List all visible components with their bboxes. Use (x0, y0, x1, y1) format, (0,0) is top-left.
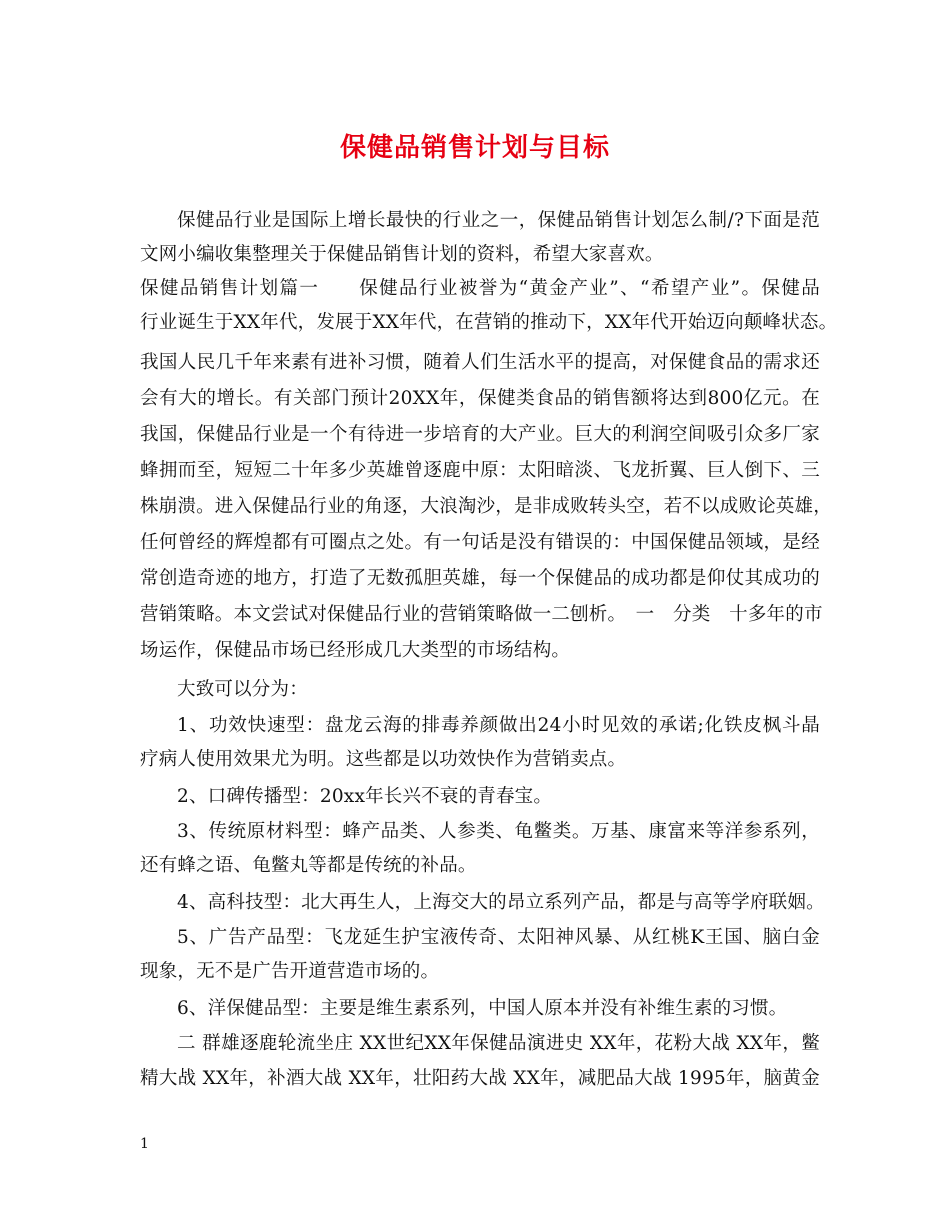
text-line: 文网小编收集整理关于保健品销售计划的资料，希望大家喜欢。 (140, 244, 664, 265)
text-line: 我国人民几千年来素有进补习惯，随着人们生活水平的提高，对保健食品的需求还 (140, 352, 820, 373)
text-line: 1、功效快速型：盘龙云海的排毒养颜做出24小时见效的承诺;化铁皮枫斗晶 (177, 715, 820, 736)
document-title: 保健品销售计划与目标 (339, 133, 610, 163)
text-line: 2、口碑传播型：20xx年长兴不衰的青春宝。 (177, 786, 553, 807)
text-line: 行业诞生于XX年代，发展于XX年代，在营销的推动下，XX年代开始迈向颠峰状态。 (140, 312, 838, 333)
text-line: 还有蜂之语、龟鳖丸等都是传统的补品。 (140, 855, 477, 876)
text-line: 6、洋保健品型：主要是维生素系列，中国人原本并没有补维生素的习惯。 (177, 998, 788, 1019)
text-line: 3、传统原材料型：蜂产品类、人参类、龟鳖类。万基、康富来等洋参系列， (177, 821, 820, 842)
text-line: 会有大的增长。有关部门预计20XX年，保健类食品的销售额将达到800亿元。在 (140, 388, 820, 409)
text-line: 常创造奇迹的地方，打造了无数孤胆英雄，每一个保健品的成功都是仰仗其成功的 (140, 568, 820, 589)
text-line: 保健品销售计划篇一 保健品行业被誉为“黄金产业”、“希望产业”。保健品 (140, 278, 820, 299)
text-line: 疗病人使用效果尤为明。这些都是以功效快作为营销卖点。 (140, 749, 627, 770)
text-line: 我国，保健品行业是一个有待进一步培育的大产业。巨大的利润空间吸引众多厂家 (140, 424, 820, 445)
text-line: 4、高科技型：北大再生人，上海交大的昂立系列产品，都是与高等学府联姻。 (177, 892, 825, 913)
text-line: 现象，无不是广告开道营造市场的。 (140, 961, 440, 982)
page-number: 1 (140, 1136, 149, 1152)
text-line: 二 群雄逐鹿轮流坐庄 XX世纪XX年保健品演进史 XX年，花粉大战 XX年，鳖 (177, 1033, 820, 1054)
text-line: 5、广告产品型：飞龙延生护宝液传奇、太阳神风暴、从红桃K王国、脑白金 (177, 927, 820, 948)
text-line: 蜂拥而至，短短二十年多少英雄曾逐鹿中原：太阳暗淡、飞龙折翼、巨人倒下、三 (140, 460, 820, 481)
text-line: 株崩溃。进入保健品行业的角逐，大浪淘沙，是非成败转头空，若不以成败论英雄， (140, 496, 832, 517)
text-line: 保健品行业是国际上增长最快的行业之一，保健品销售计划怎么制/?下面是范 (177, 210, 820, 231)
text-line: 场运作，保健品市场已经形成几大类型的市场结构。 (140, 640, 571, 661)
text-line: 营销策略。本文尝试对保健品行业的营销策略做一二刨析。 一 分类 十多年的市 (140, 604, 823, 625)
text-line: 任何曾经的辉煌都有可圈点之处。有一句话是没有错误的：中国保健品领域，是经 (140, 532, 820, 553)
text-line: 精大战 XX年，补酒大战 XX年，壮阳药大战 XX年，减肥品大战 1995年，脑黄金 (140, 1068, 820, 1089)
text-line: 大致可以分为： (177, 679, 308, 700)
